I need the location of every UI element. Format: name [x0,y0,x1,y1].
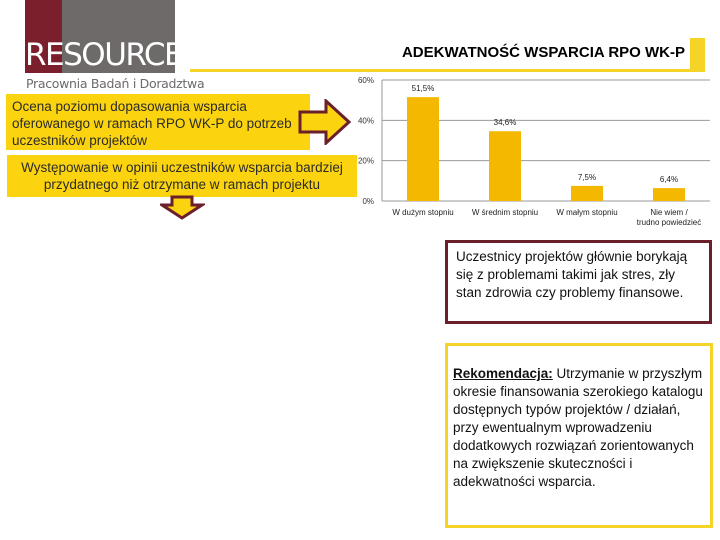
bar [407,97,439,201]
y-tick-label: 60% [357,76,374,85]
bar [571,186,603,201]
logo-subtitle: Pracownia Badań i Doradztwa [26,76,205,91]
data-label: 34,6% [493,118,517,128]
bar [489,131,521,201]
slide-title: ADEKWATNOŚĆ WSPARCIA RPO WK-P [401,44,685,61]
y-tick-label: 20% [357,156,374,166]
arrow-right-icon [298,99,352,145]
recommendation-text: Utrzymanie w przyszłym okresie finansowania szerokiego katalogu dostępnych typów projektów / działań, przy ewentualnym wprowadzeniu dodatkowych rozwiązań zorientowanych na zwiększenie skuteczności i adekwatności wsparcia. [453,366,703,489]
bar-chart [350,70,720,232]
problems-box: Uczestnicy projektów głównie borykają się z problemami takimi jak stres, zły stan zdrowia czy problemy finansowe. [445,240,712,324]
recommendation-box [445,343,713,528]
x-tick-label: Nie wiem / [650,208,688,217]
x-tick-label: W dużym stopniu [392,208,454,217]
y-tick-label: 40% [357,116,374,126]
data-label: 7,5% [577,172,597,182]
x-tick-label: W małym stopniu [556,208,618,217]
data-label: 51,5% [411,84,435,94]
arrow-down-icon [160,195,205,220]
x-tick-label: W średnim stopniu [471,208,539,217]
assessment-box: Ocena poziomu dopasowania wsparcia oferowanego w ramach RPO WK-P do potrzeb uczestników projektów [6,94,310,150]
logo-text: RESOURCE [25,37,183,73]
recommendation-label: Rekomendacja: [453,366,553,381]
title-accent-tab [690,38,705,71]
bar [653,188,685,201]
y-tick-label: 0% [362,197,374,206]
data-label: 6,4% [659,175,679,185]
better-support-box: Występowanie w opinii uczestników wsparcia bardziej przydatnego niż otrzymane w ramach projektu [7,155,357,197]
x-tick-label: trudno powiedzieć [636,218,702,227]
